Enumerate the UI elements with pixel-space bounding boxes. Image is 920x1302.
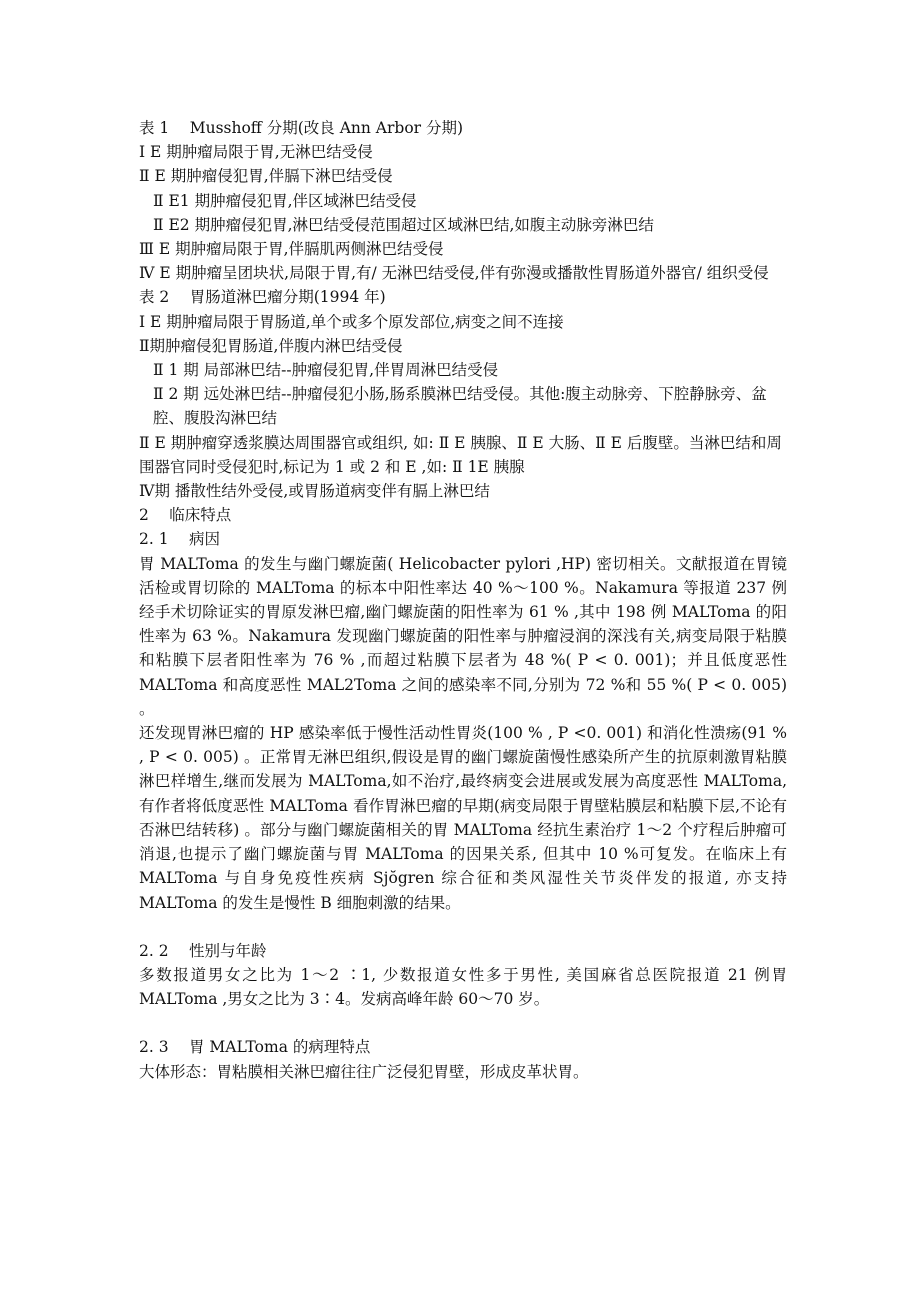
section-2-title: 2 临床特点: [139, 506, 232, 525]
table2-row: Ⅳ期 播散性结外受侵,或胃肠道病变伴有膈上淋巴结: [139, 482, 490, 501]
section-2-2-title: 2. 2 性别与年龄: [139, 941, 267, 960]
table1-row: Ⅳ E 期肿瘤呈团块状,局限于胃,有/ 无淋巴结受侵,伴有弥漫或播散性胃肠道外器官/ 组织受侵: [139, 264, 769, 283]
table2-row: Ⅱ E 期肿瘤穿透浆膜达周围器官或组织, 如: Ⅱ E 胰腺、Ⅱ E 大肠、Ⅱ E 后腹壁。当淋巴结和周围器官同时受侵犯时,标记为 1 或 2 和 E ,如: Ⅱ 1E 胰腺: [139, 433, 782, 476]
spacer: [139, 1011, 787, 1035]
table1-row: Ⅲ E 期肿瘤局限于胃,伴膈肌两侧淋巴结受侵: [139, 240, 444, 259]
table2-row: Ⅱ 1 期 局部淋巴结--肿瘤侵犯胃,伴胃周淋巴结受侵: [153, 361, 499, 380]
table1-title: 表 1 Musshoff 分期(改良 Ann Arbor 分期): [139, 119, 464, 137]
table1-row: Ⅱ E 期肿瘤侵犯胃,伴膈下淋巴结受侵: [139, 167, 393, 186]
section-2-2-paragraph: 多数报道男女之比为 1～2 ∶1, 少数报道女性多于男性, 美国麻省总医院报道 21 例胃 MALToma ,男女之比为 3∶4。发病高峰年龄 60～70 岁。: [139, 965, 787, 1009]
section-2-3-paragraph: 大体形态：胃粘膜相关淋巴瘤往往广泛侵犯胃壁，形成皮革状胃。: [139, 1062, 589, 1081]
section-2-1-paragraph-2: 还发现胃淋巴瘤的 HP 感染率低于慢性活动性胃炎(100 % , P <0. 001) 和消化性溃疡(91 % , P < 0. 005) 。正常胃无淋巴组织,假设是胃的幽门螺旋菌慢性感染所产生的抗原刺激胃粘膜淋巴样增生,继而发展为 MALToma,如不治疗,最终病变会进展或发展为高度恶性 MALToma,有作者将低度恶性 MALToma 看作胃淋巴瘤的早期(病变局限于胃壁粘膜层和粘膜下层,不论有否淋巴结转移) 。部分与幽门螺旋菌相关的胃 MALToma 经抗生素治疗 1～2 个疗程后肿瘤可消退,也提示了幽门螺旋菌与胃 MALToma 的因果关系, 但其中 10 %可复发。在临床上有 MALToma 与自身免疫性疾病 Sjŏgren 综合征和类风湿性关节炎伴发的报道, 亦支持 MALToma 的发生是慢性 B 细胞刺激的结果。: [139, 724, 787, 912]
section-2-1-title: 2. 1 病因: [139, 530, 221, 549]
table2-row: Ⅰ E 期肿瘤局限于胃肠道,单个或多个原发部位,病变之间不连接: [139, 312, 564, 331]
table2-row: Ⅱ 2 期 远处淋巴结--肿瘤侵犯小肠,肠系膜淋巴结受侵。其他:腹主动脉旁、下腔静脉旁、盆腔、腹股沟淋巴结: [153, 385, 767, 428]
table1-row: Ⅰ E 期肿瘤局限于胃,无淋巴结受侵: [139, 143, 373, 162]
spacer: [139, 915, 787, 939]
table1-row: Ⅱ E2 期肿瘤侵犯胃,淋巴结受侵范围超过区域淋巴结,如腹主动脉旁淋巴结: [153, 215, 654, 234]
section-2-3-title: 2. 3 胃 MALToma 的病理特点: [139, 1038, 371, 1057]
table1-row: Ⅱ E1 期肿瘤侵犯胃,伴区域淋巴结受侵: [153, 191, 417, 210]
table2-title: 表 2 胃肠道淋巴瘤分期(1994 年): [139, 288, 386, 307]
document-page: [139, 116, 787, 1084]
table2-row: Ⅱ期肿瘤侵犯胃肠道,伴腹内淋巴结受侵: [139, 336, 403, 355]
section-2-1-paragraph-1: 胃 MALToma 的发生与幽门螺旋菌( Helicobacter pylori ,HP) 密切相关。文献报道在胃镜活检或胃切除的 MALToma 的标本中阳性率达 40 %～100 %。Nakamura 等报道 237 例经手术切除证实的胃原发淋巴瘤,幽门螺旋菌的阳性率为 61 % ,其中 198 例 MALToma 的阳性率为 63 %。Nakamura 发现幽门螺旋菌的阳性率与肿瘤浸润的深浅有关,病变局限于粘膜和粘膜下层者阳性率为 76 % ,而超过粘膜下层者为 48 %( P < 0. 001)；并且低度恶性 MALToma 和高度恶性 MAL2Toma 之间的感染率不同,分别为 72 %和 55 %( P < 0. 005) 。: [139, 554, 787, 718]
